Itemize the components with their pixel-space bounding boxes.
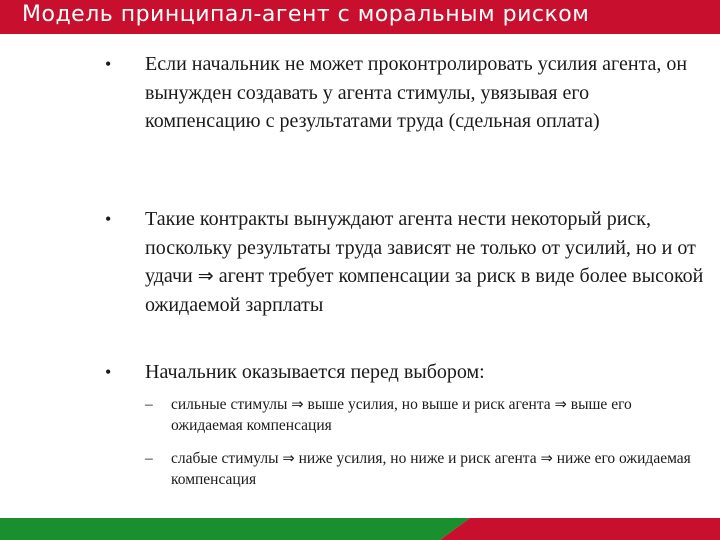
dash-marker: – [145,396,153,413]
implies-arrow-icon: ⇒ [291,396,304,413]
sub-text-part: слабые стимулы [171,450,279,467]
bullet-text: Начальник оказывается перед выбором: [145,361,485,383]
bullet-marker: • [105,209,112,229]
bullet-marker: • [105,54,112,74]
sub-item-text [171,448,691,490]
sub-text-part: выше его ожидаемая компенсация [171,396,632,434]
sub-text-part: ниже усилия, но ниже и риск агента [298,450,537,467]
sub-text-part: сильные стимулы [171,396,288,413]
slide-title: Модель принципал-агент с моральным риском [22,2,590,27]
implies-arrow-icon: ⇒ [282,450,295,467]
sub-text-part: выше усилия, но выше и риск агента [307,396,551,413]
implies-arrow-icon: ⇒ [197,265,214,287]
bullet-text: Если начальник не может проконтролировать усилия агента, он вынужден создавать у агента стимулы, увязывая его компенсацию с результатами труда (сдельная оплата) [145,53,688,132]
bullet-text-part: Такие контракты вынуждают агента нести некоторый риск, поскольку результаты труда зависят не только от усилий, но и от удачи [145,208,696,287]
sub-item-text [171,394,691,436]
footer-decoration [0,518,720,540]
bullet-text [145,205,705,319]
title-bar [0,0,720,34]
implies-arrow-icon: ⇒ [540,450,553,467]
implies-arrow-icon: ⇒ [554,396,567,413]
bullet-text-part: агент требует компенсации за риск в виде более высокой ожидаемой зарплаты [145,265,704,316]
sub-text-part: ниже его ожидаемая компенсация [171,450,691,488]
bullet-marker: • [105,362,112,382]
dash-marker: – [145,450,153,467]
footer-stripes-icon [0,518,720,540]
